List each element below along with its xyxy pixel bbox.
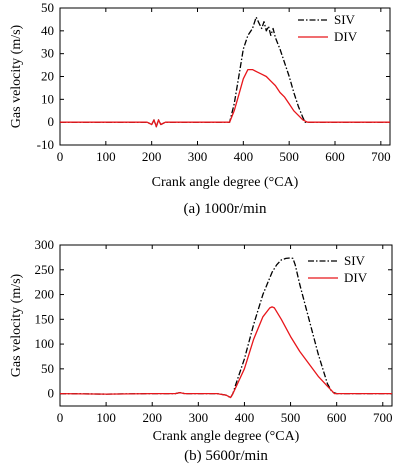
y-tick-label: 200 [34, 286, 54, 302]
x-axis-label: Crank angle degree (°CA) [151, 175, 299, 190]
x-tick-label: 300 [188, 410, 209, 425]
y-tick-label: 50 [41, 0, 54, 15]
x-tick-label: 100 [96, 149, 116, 164]
legend-label-siv: SIV [334, 12, 355, 27]
x-tick-label: 500 [280, 410, 301, 425]
x-tick-label: 200 [141, 149, 162, 164]
y-tick-label: 30 [41, 45, 54, 61]
legend-label-div: DIV [344, 270, 368, 285]
y-axis-label: Gas velocity (m/s) [9, 273, 24, 378]
chart-panel-b [9, 237, 393, 464]
chart-caption: (b) 5600r/min [184, 448, 268, 464]
chart-caption: (a) 1000r/min [183, 201, 267, 217]
x-tick-label: 500 [279, 149, 299, 164]
y-tick-label: 100 [34, 336, 54, 352]
y-tick-label: 250 [34, 261, 54, 277]
x-axis-label: Crank angle degree (°CA) [152, 429, 300, 444]
y-tick-label: 300 [34, 237, 54, 252]
x-tick-label: 700 [371, 149, 391, 164]
x-tick-label: 200 [142, 410, 162, 425]
series-line-div [60, 70, 390, 127]
y-tick-label: 50 [41, 360, 54, 376]
x-tick-label: 400 [234, 410, 255, 425]
y-tick-label: -10 [36, 137, 54, 152]
x-tick-label: 700 [373, 410, 393, 425]
x-tick-label: 600 [326, 410, 347, 425]
x-tick-label: 400 [233, 149, 254, 164]
y-tick-label: 150 [34, 311, 54, 327]
x-tick-label: 0 [56, 410, 64, 425]
legend-label-siv: SIV [344, 253, 365, 268]
x-tick-label: 100 [96, 410, 116, 425]
y-tick-label: 40 [41, 22, 54, 38]
y-tick-label: 20 [41, 68, 54, 84]
y-tick-label: 0 [47, 385, 54, 401]
chart-panel-a [9, 0, 391, 217]
legend-label-div: DIV [334, 29, 358, 44]
y-axis-label: Gas velocity (m/s) [9, 24, 24, 129]
y-tick-label: 0 [47, 114, 54, 130]
plot-frame [60, 245, 392, 406]
series-line-siv [60, 258, 392, 398]
series-line-div [60, 307, 392, 398]
x-tick-label: 0 [56, 149, 64, 164]
x-tick-label: 600 [325, 149, 345, 164]
x-tick-label: 300 [187, 149, 208, 164]
y-tick-label: 10 [41, 91, 54, 107]
